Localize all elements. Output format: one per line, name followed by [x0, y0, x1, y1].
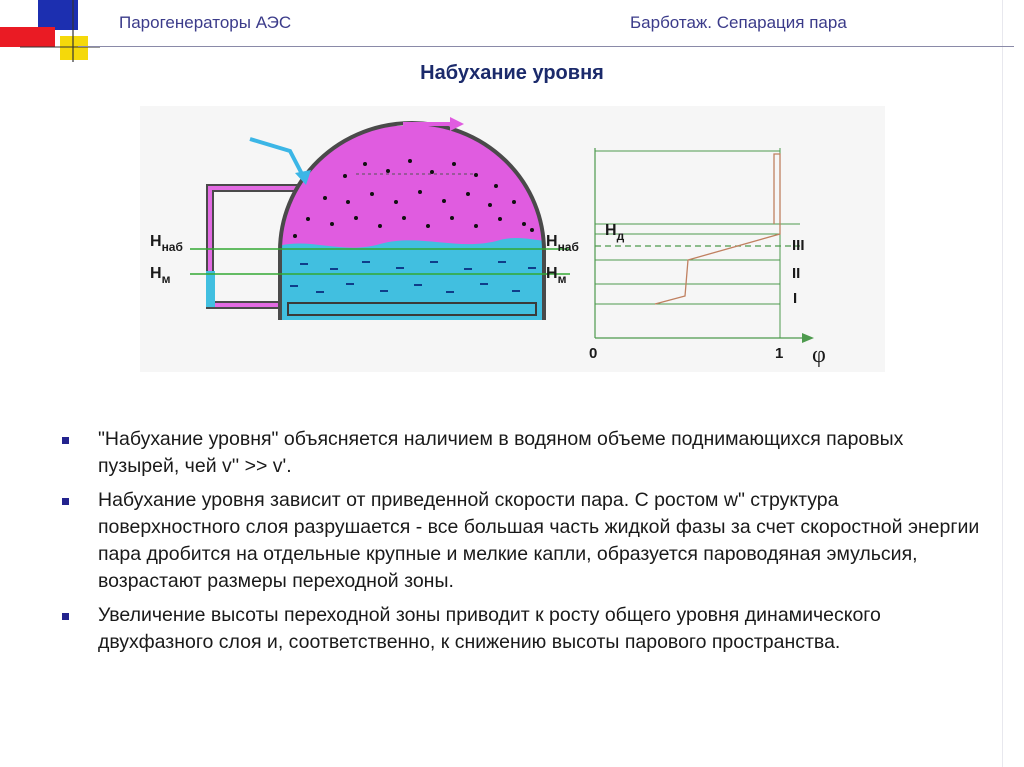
bullet-marker [62, 498, 69, 505]
x-axis-one-label: 1 [775, 345, 784, 362]
logo-graphic [0, 0, 100, 62]
bullet-item [62, 602, 982, 656]
mid-h-mass-label: $H_м$ [546, 265, 567, 286]
header-course-title: Парогенераторы АЭС [119, 13, 292, 32]
logo-yellow-square [60, 36, 88, 60]
bullet-marker [62, 613, 69, 620]
left-h-swell-label: $H_{наб}$ [150, 233, 183, 254]
bullet-text: "Набухание уровня" объясняется наличием в водяном объеме поднимающихся паровых пузырей, чей v'' >> v'. [98, 428, 904, 477]
header-divider [78, 46, 1014, 47]
bullet-list [62, 426, 982, 663]
bullet-item [62, 487, 982, 595]
logo-red-bar [0, 27, 55, 47]
left-h-mass-label: $H_м$ [150, 265, 171, 286]
mid-h-swell-label: $H_{наб}$ [546, 233, 579, 254]
level-swell-diagram [140, 106, 885, 372]
bullet-text: Набухание уровня зависит от приведенной скорости пара. С ростом w" структура поверхностного слоя разрушается - все большая часть жидкой фазы за счет скоростной энергии пара дробится на отдельные крупные и мелкие капли, образуется пароводяная эмульсия, возрастают размеры переходной зоны. [98, 489, 980, 592]
logo-blue-square [38, 0, 78, 30]
level-gauge-water [206, 271, 215, 307]
bullet-text: Увеличение высоты переходной зоны приводит к росту общего уровня динамического двухфазного слоя и, соответственно, к снижению высоты парового пространства. [98, 604, 881, 653]
slide-title: Набухание уровня [420, 62, 604, 84]
submerged-perforated-sheet [288, 303, 536, 315]
zone-3-label: III [792, 237, 805, 254]
zone-1-label: I [793, 290, 798, 307]
bullet-item [62, 426, 982, 480]
zone-2-label: II [792, 265, 801, 282]
bullet-marker [62, 437, 69, 444]
graph-h-dyn-label: $H_д$ [605, 222, 625, 243]
x-axis-zero-label: 0 [589, 345, 598, 362]
slide-right-border [1002, 0, 1021, 767]
x-axis-phi-label: φ [812, 342, 826, 368]
header-topic-title: Барботаж. Сепарация пара [630, 13, 847, 32]
